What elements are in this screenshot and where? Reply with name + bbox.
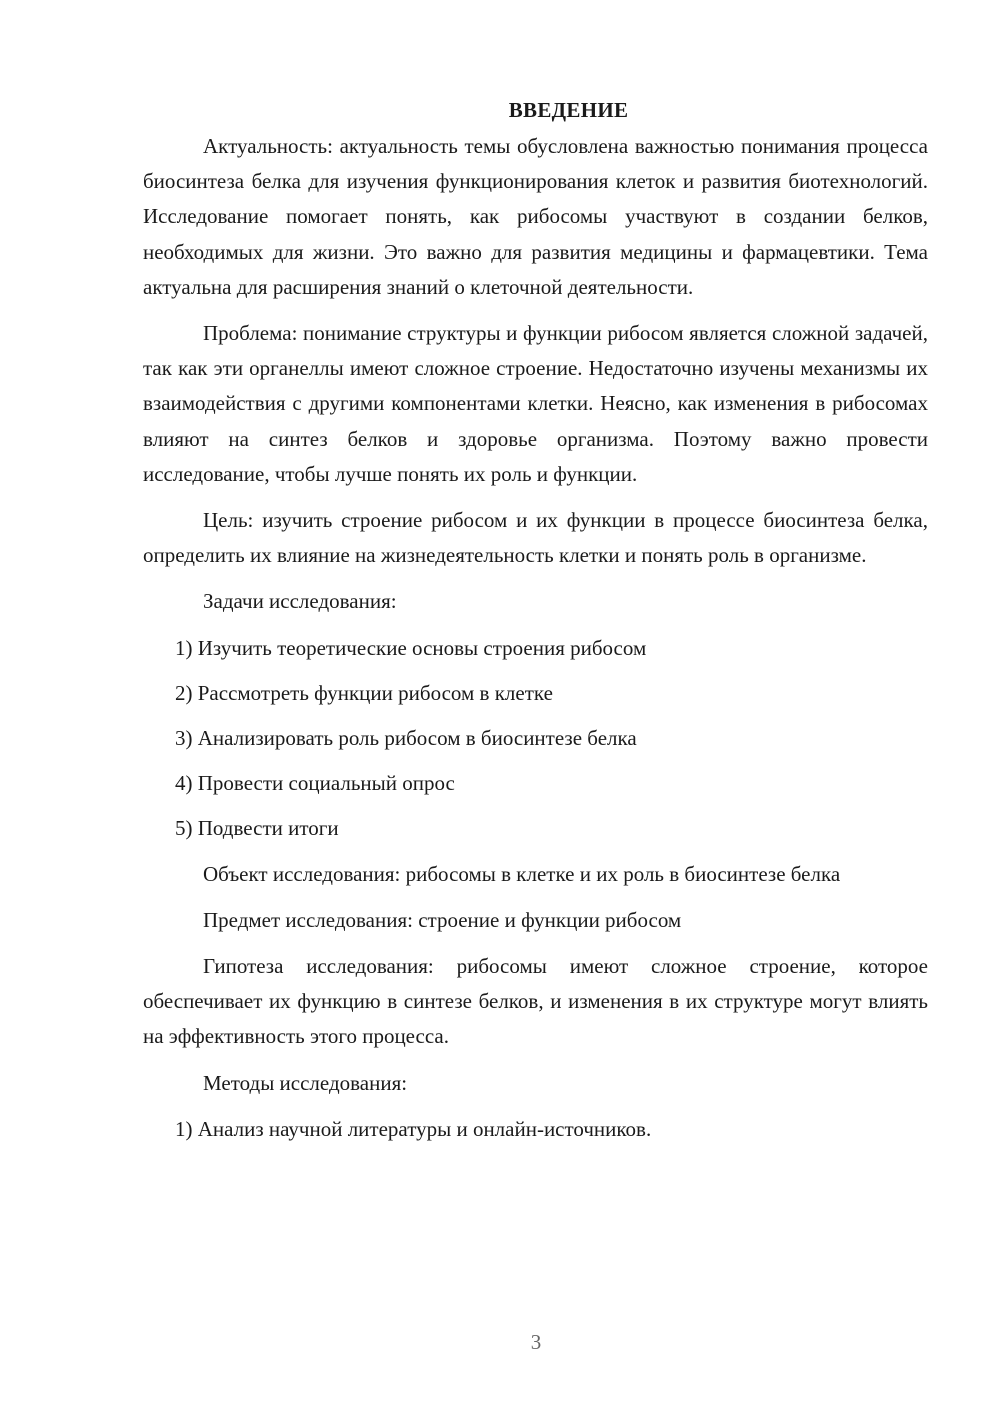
method-item-1: 1) Анализ научной литературы и онлайн-источников. (175, 1116, 652, 1141)
page-number: 3 (530, 1330, 542, 1354)
problem-paragraph: Проблема: понимание структуры и функции рибосом является сложной задачей, так как эти органеллы имеют сложное строение. Недостаточно изучены механизмы их взаимодействия с другими компонентами клетки. Неясно, как изменения в рибосомах влияют на синтез белков и здоровье организма. Поэтому важно провести исследование, чтобы лучше понять их роль и функции. (143, 321, 928, 486)
tasks-heading: Задачи исследования: (203, 589, 397, 614)
hypothesis-paragraph: Гипотеза исследования: рибосомы имеют сложное строение, которое обеспечивает их функцию в синтезе белков, и изменения в их структуре могут влиять на эффективность этого процесса. (143, 954, 928, 1049)
task-item-2: 2) Рассмотреть функции рибосом в клетке (175, 680, 553, 705)
task-item-3: 3) Анализировать роль рибосом в биосинтезе белка (175, 726, 637, 751)
goal-paragraph: Цель: изучить строение рибосом и их функции в процессе биосинтеза белка, определить их влияние на жизнедеятельность клетки и понять роль в организме. (143, 508, 928, 568)
relevance-paragraph: Актуальность: актуальность темы обусловлена важностью понимания процесса биосинтеза белка для изучения функционирования клеток и развития биотехнологий. Исследование помогает понять, как рибосомы участвуют в создании белков, необходимых для жизни. Это важно для развития медицины и фармацевтики. Тема актуальна для расширения знаний о клеточной деятельности. (143, 134, 928, 299)
task-item-1: 1) Изучить теоретические основы строения рибосом (175, 635, 647, 660)
methods-heading: Методы исследования: (203, 1070, 408, 1095)
task-item-4: 4) Провести социальный опрос (175, 771, 455, 796)
object-paragraph: Объект исследования: рибосомы в клетке и их роль в биосинтезе белка (203, 861, 841, 886)
section-title: ВВЕДЕНИЕ (508, 98, 629, 122)
subject-paragraph: Предмет исследования: строение и функции рибосом (203, 907, 682, 932)
task-item-5: 5) Подвести итоги (175, 816, 339, 841)
page-content (143, 95, 928, 1157)
